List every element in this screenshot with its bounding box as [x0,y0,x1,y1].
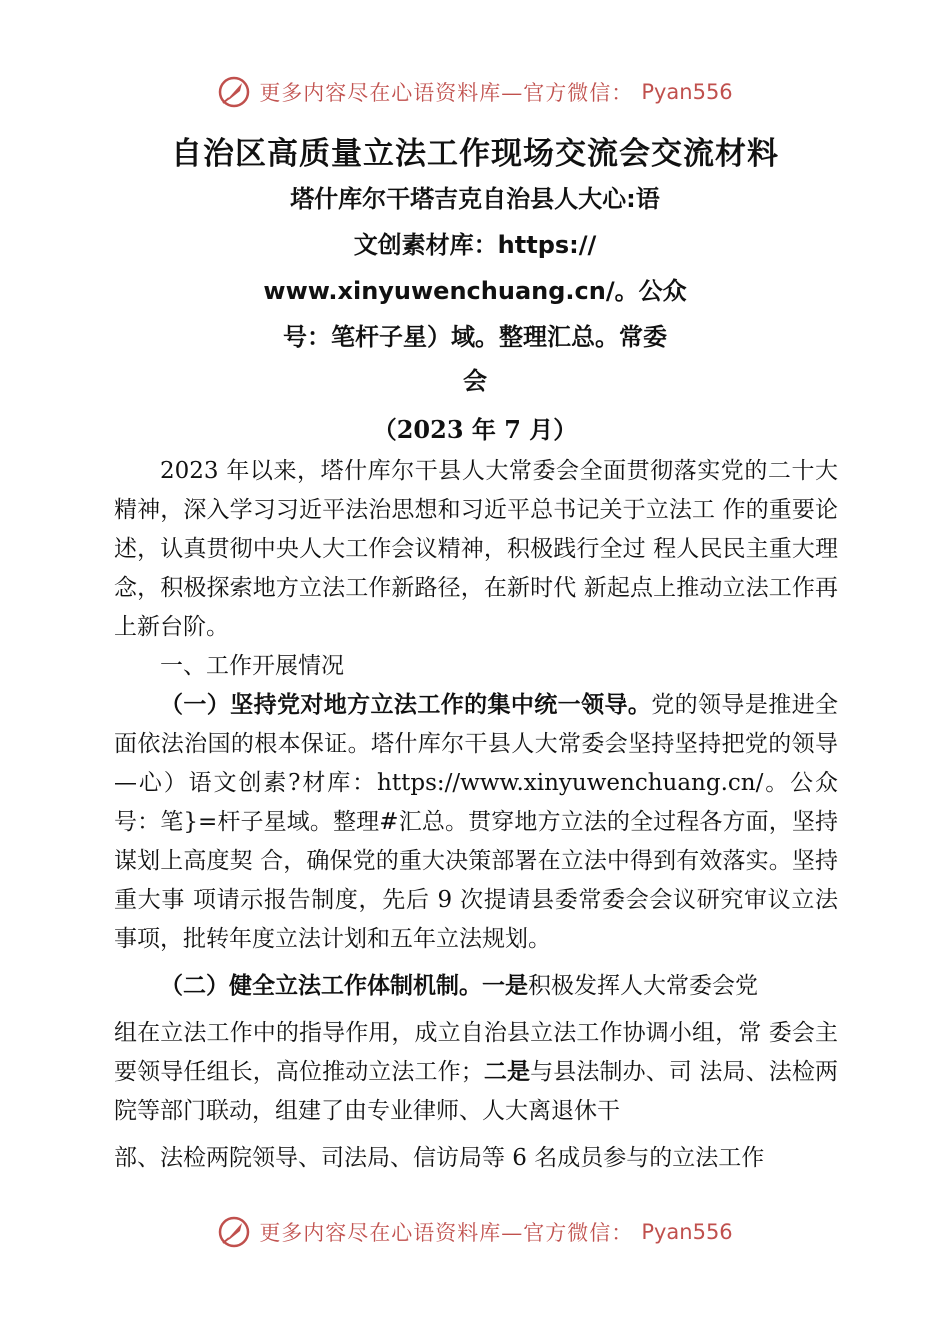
paragraph-1 [114,686,838,959]
paragraph-1-text: 党的领导是推进全面依法治国的根本保证。塔什库尔干县人大常委会坚持坚持把党的领导—心）语文创素?材库：https://www.xinyuwenchuang.cn/。公众号：笔}=杆子星域。整理#汇总。贯穿地方立法的全过程各方面，坚持谋划上高度契 合，确保党的重大决策部署在立法中得到有效落实。坚持重大事 项请示报告制度，先后 9 次提请县委常委会会议研究审议立法事项，批转年度立法计划和五年立法规划。 [114,692,839,952]
document-title: 自治区高质量立法工作现场交流会交流材料 [171,136,779,172]
paragraph-2-heading: （二）健全立法工作体制机制。 [160,973,482,999]
paragraph-2-text-3: 与县法制办、司 法局、法检两院等部门联动，组建了由专业律师、人大离退休干 [114,1059,839,1124]
quill-seal-logo-icon [217,75,251,109]
section-heading-1: 一、工作开展情况 [160,653,344,679]
banner-wechat-id: Pyan556 [641,80,733,104]
subtitle-line-4: 号：笔杆子星）域。整理汇总。常委 [283,323,667,351]
footer-watermark-banner [0,1212,950,1252]
quill-seal-logo-icon [217,1215,251,1249]
subtitle-line-5: 会 [463,367,487,395]
paragraph-2-last-line: 部、法检两院领导、司法局、信访局等 6 名成员参与的立法工作 [114,1145,765,1171]
paragraph-2-text-2: 组在立法工作中的指导作用，成立自治县立法工作协调小组，常 委会主要领导任组长，高位推动立法工作； [114,1020,838,1085]
paragraph-1-heading: （一）坚持党对地方立法工作的集中统一领导。 [160,692,652,718]
document-body [114,452,838,1178]
paragraph-2-body [114,1014,838,1131]
paragraph-2-text-1: 积极发挥人大常委会党 [528,973,758,999]
header-watermark-banner [0,72,950,112]
intro-paragraph: 2023 年以来，塔什库尔干县人大常委会全面贯彻落实党的二十大精神，深入学习习近平法治思想和习近平总书记关于立法工 作的重要论述，认真贯彻中央人大工作会议精神，积极践行全过 程人民民主重大理念，积极探索地方立法工作新路径，在新时代 新起点上推动立法工作再上新台阶。 [114,458,838,640]
banner-text: 更多内容尽在心语资料库—官方微信： [259,81,634,105]
paragraph-2-line-1 [114,967,838,1006]
subtitle-line-2: 文创素材库：https:// [353,231,597,259]
banner-wechat-id: Pyan556 [641,1220,733,1244]
banner-text: 更多内容尽在心语资料库—官方微信： [259,1221,634,1245]
paragraph-2-marker-2: 二是 [483,1059,531,1085]
subtitle-line-3: www.xinyuwenchuang.cn/。公众 [263,277,687,305]
paragraph-2-marker-1: 一是 [482,973,528,999]
subtitle-line-1: 塔什库尔干塔吉克自治县人大心:语 [290,185,660,213]
document-date: （2023 年 7 月） [372,415,578,444]
